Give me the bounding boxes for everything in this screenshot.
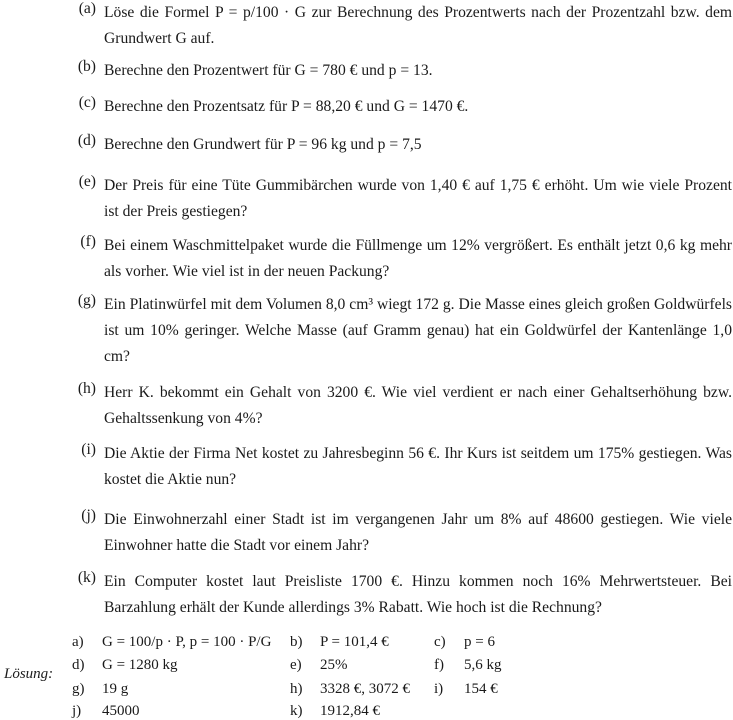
solution-h bbox=[290, 681, 410, 698]
solution-label: g) bbox=[72, 681, 85, 697]
solution-f bbox=[434, 657, 502, 674]
solution-value: G = 1280 kg bbox=[102, 657, 178, 673]
solution-value: 154 € bbox=[464, 681, 498, 697]
solution-value: 3328 €, 3072 € bbox=[320, 681, 410, 697]
solution-i bbox=[434, 681, 498, 698]
task-text: Der Preis für eine Tüte Gummibärchen wurde von 1,40 € auf 1,75 € erhöht. Um wie viele Prozent ist der Preis gestiegen? bbox=[104, 177, 732, 220]
solution-value: 45000 bbox=[102, 703, 140, 719]
task-text: Bei einem Waschmittelpaket wurde die Füllmenge um 12% vergrößert. Es enthält jetzt 0,6 kg mehr als vorher. Wie viel ist in der neuen Packung? bbox=[104, 237, 732, 280]
task-label: (b) bbox=[77, 58, 96, 75]
task-label: (h) bbox=[77, 380, 96, 397]
task-text: Berechne den Prozentwert für G = 780 € und p = 13. bbox=[104, 62, 433, 79]
solution-label: d) bbox=[72, 657, 85, 673]
solution-label: b) bbox=[290, 634, 303, 650]
solution-label: e) bbox=[290, 657, 302, 673]
solution-value: 19 g bbox=[102, 681, 129, 697]
task-text: Berechne den Grundwert für P = 96 kg und p = 7,5 bbox=[104, 136, 422, 153]
solution-e bbox=[290, 657, 348, 674]
solution-value: p = 6 bbox=[464, 634, 495, 650]
task-label: (g) bbox=[77, 292, 96, 309]
task-text: Die Einwohnerzahl einer Stadt ist im vergangenen Jahr um 8% auf 48600 gestiegen. Wie viele Einwohner hatte die Stadt vor einem Jahr? bbox=[104, 511, 732, 554]
task-label: (e) bbox=[78, 173, 96, 190]
task-label: (d) bbox=[77, 132, 96, 149]
solution-value: 25% bbox=[320, 657, 348, 673]
solution-value: 1912,84 € bbox=[320, 703, 380, 719]
solution-label: c) bbox=[434, 634, 446, 650]
solution-value: 5,6 kg bbox=[464, 657, 502, 673]
solution-g bbox=[72, 681, 128, 698]
solution-title: Lösung: bbox=[4, 666, 54, 682]
solution-c bbox=[434, 634, 495, 651]
solution-label: k) bbox=[290, 703, 303, 719]
task-text: Löse die Formel P = p/100 · G zur Berechnung des Prozentwerts nach der Prozentzahl bzw. dem Grundwert G auf. bbox=[104, 4, 732, 47]
task-label: (f) bbox=[80, 233, 96, 250]
solution-value: P = 101,4 € bbox=[320, 634, 389, 650]
task-text: Ein Platinwürfel mit dem Volumen 8,0 cm³ wiegt 172 g. Die Masse eines gleich großen Goldwürfels ist um 10% geringer. Welche Masse (auf Gramm genau) hat ein Goldwürfel der Kantenlänge 1,0 cm? bbox=[104, 296, 732, 365]
solution-value: G = 100/p · P, p = 100 · P/G bbox=[102, 634, 272, 650]
task-text: Ein Computer kostet laut Preisliste 1700 €. Hinzu kommen noch 16% Mehrwertsteuer. Bei Barzahlung erhält der Kunde allerdings 3% Rabatt. Wie hoch ist die Rechnung? bbox=[104, 573, 732, 616]
solution-a bbox=[72, 634, 271, 651]
task-label: (a) bbox=[78, 0, 96, 17]
solution-label: a) bbox=[72, 634, 84, 650]
solution-label: f) bbox=[434, 657, 444, 673]
task-text: Herr K. bekommt ein Gehalt von 3200 €. Wie viel verdient er nach einer Gehaltserhöhung bzw. Gehaltssenkung von 4%? bbox=[104, 384, 732, 427]
solution-label: i) bbox=[434, 681, 444, 697]
task-label: (i) bbox=[81, 441, 96, 458]
solution-d bbox=[72, 657, 178, 674]
task-label: (c) bbox=[78, 94, 96, 111]
task-label: (k) bbox=[77, 569, 96, 586]
solution-j bbox=[72, 703, 140, 720]
solution-label: j) bbox=[72, 703, 82, 719]
solution-label: h) bbox=[290, 681, 303, 697]
solution-k bbox=[290, 703, 380, 720]
task-text: Berechne den Prozentsatz für P = 88,20 € und G = 1470 €. bbox=[104, 98, 469, 115]
task-label: (j) bbox=[81, 507, 96, 524]
task-text: Die Aktie der Firma Net kostet zu Jahresbeginn 56 €. Ihr Kurs ist seitdem um 175% gestiegen. Was kostet die Aktie nun? bbox=[104, 445, 732, 488]
solution-b bbox=[290, 634, 389, 651]
